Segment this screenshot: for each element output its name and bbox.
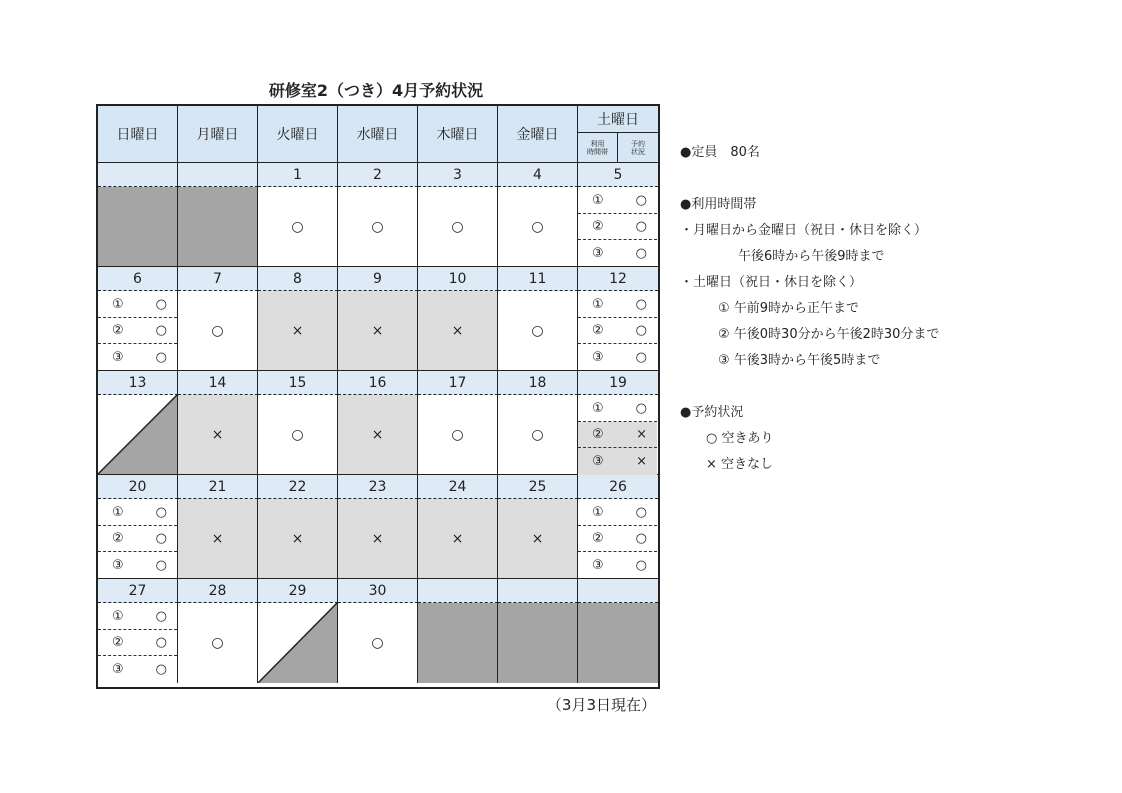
slot-status-mark: ○ <box>155 323 167 338</box>
header-monday: 月曜日 <box>178 106 258 163</box>
day-number <box>178 163 258 187</box>
day-number <box>418 579 498 603</box>
availability-mark: × <box>498 499 578 579</box>
availability-mark: × <box>418 291 498 371</box>
time-slot-row <box>98 552 177 579</box>
time-slot-row <box>578 422 657 448</box>
availability-mark: × <box>338 499 418 579</box>
slot-number: ① <box>592 192 604 208</box>
availability-mark: ○ <box>258 187 338 267</box>
header-thursday: 木曜日 <box>418 106 498 163</box>
slot-number: ③ <box>112 350 124 365</box>
day-number: 22 <box>258 475 338 499</box>
slot-status-mark: ○ <box>635 219 647 234</box>
day-number: 25 <box>498 475 578 499</box>
availability-mark: × <box>418 499 498 579</box>
time-slot-row <box>578 552 657 579</box>
time-slot-row <box>578 240 657 267</box>
time-slot-row <box>578 526 657 552</box>
slot-number: ① <box>112 504 124 520</box>
day-number: 26 <box>578 475 658 499</box>
day-number: 24 <box>418 475 498 499</box>
availability-mark: × <box>178 395 258 475</box>
slot-number: ① <box>592 296 604 312</box>
slot-status-mark: ○ <box>635 246 647 261</box>
time-slot-row <box>98 526 177 552</box>
day-number: 17 <box>418 371 498 395</box>
slot-number: ① <box>112 296 124 312</box>
slot-status-mark: × <box>636 454 647 469</box>
slot-cell-sat <box>578 499 658 579</box>
time-slot-row <box>578 395 657 422</box>
day-number <box>578 579 658 603</box>
header-friday: 金曜日 <box>498 106 578 163</box>
slot-status-mark: ○ <box>155 558 167 573</box>
slot-number: ③ <box>112 662 124 677</box>
info-panel <box>680 140 939 478</box>
day-number <box>498 579 578 603</box>
slot-status-mark: ○ <box>155 350 167 365</box>
slot-status-mark: ○ <box>635 296 647 312</box>
slot-status-mark: × <box>636 427 647 442</box>
hours-heading: ●利用時間帯 <box>680 197 757 212</box>
availability-mark: ○ <box>338 603 418 683</box>
slot-number: ③ <box>592 246 604 261</box>
day-number: 28 <box>178 579 258 603</box>
slot-number: ① <box>592 504 604 520</box>
availability-mark: × <box>178 499 258 579</box>
saturday-heading: ・土曜日（祝日・休日を除く） <box>680 275 863 290</box>
availability-mark: ○ <box>418 187 498 267</box>
slot-cell-sun <box>98 499 178 579</box>
header-tuesday: 火曜日 <box>258 106 338 163</box>
time-slot-row <box>98 499 177 526</box>
slot-number: ① <box>112 608 124 624</box>
day-number: 7 <box>178 267 258 291</box>
availability-mark: × <box>338 395 418 475</box>
closed-cell <box>418 603 498 683</box>
availability-mark: ○ <box>178 603 258 683</box>
slot-number: ② <box>112 531 124 546</box>
as-of-date-note: （3月3日現在） <box>546 696 656 714</box>
saturday-slot-3: ③ 午後3時から午後5時まで <box>718 353 881 368</box>
day-number: 1 <box>258 163 338 187</box>
time-slot-row <box>98 656 177 683</box>
weekday-heading: ・月曜日から金曜日（祝日・休日を除く） <box>680 223 928 238</box>
day-number: 9 <box>338 267 418 291</box>
closed-cell <box>498 603 578 683</box>
slot-status-mark: ○ <box>155 635 167 650</box>
calendar-grid <box>98 106 658 687</box>
availability-mark: ○ <box>498 395 578 475</box>
time-slot-row <box>98 291 177 318</box>
slot-cell-sat <box>578 291 658 371</box>
slot-cell-sun <box>98 603 178 683</box>
availability-mark: ○ <box>258 395 338 475</box>
slot-status-mark: ○ <box>155 504 167 520</box>
slot-cell-sat <box>578 395 658 475</box>
available-legend: ○ 空きあり <box>706 431 774 446</box>
full-legend: × 空きなし <box>706 457 774 472</box>
slot-number: ② <box>112 635 124 650</box>
slot-number: ③ <box>592 454 604 469</box>
day-number: 20 <box>98 475 178 499</box>
day-number <box>98 163 178 187</box>
slot-status-mark: ○ <box>635 531 647 546</box>
day-number: 14 <box>178 371 258 395</box>
time-slot-row <box>98 603 177 630</box>
slot-status-mark: ○ <box>155 296 167 312</box>
capacity-text: ●定員 80名 <box>680 145 760 160</box>
slot-number: ② <box>592 323 604 338</box>
day-number: 13 <box>98 371 178 395</box>
day-number: 11 <box>498 267 578 291</box>
availability-mark: × <box>258 499 338 579</box>
slot-status-mark: ○ <box>635 558 647 573</box>
time-slot-row <box>578 499 657 526</box>
time-slot-row <box>98 630 177 656</box>
availability-mark: ○ <box>178 291 258 371</box>
availability-mark: ○ <box>498 291 578 371</box>
day-number: 5 <box>578 163 658 187</box>
time-slot-row <box>578 187 657 214</box>
slot-status-mark: ○ <box>635 400 647 416</box>
day-number: 27 <box>98 579 178 603</box>
day-number: 16 <box>338 371 418 395</box>
slot-number: ① <box>592 400 604 416</box>
slot-status-mark: ○ <box>155 608 167 624</box>
day-number: 10 <box>418 267 498 291</box>
day-number: 18 <box>498 371 578 395</box>
availability-mark: × <box>258 291 338 371</box>
slot-number: ② <box>592 427 604 442</box>
closed-cell <box>178 187 258 267</box>
reservation-calendar <box>96 104 660 689</box>
day-number: 2 <box>338 163 418 187</box>
day-number: 6 <box>98 267 178 291</box>
day-number: 29 <box>258 579 338 603</box>
time-slot-row <box>578 214 657 240</box>
saturday-slot-1: ① 午前9時から正午まで <box>718 301 860 316</box>
time-slot-row <box>578 318 657 344</box>
time-slot-row <box>578 344 657 371</box>
availability-mark: ○ <box>418 395 498 475</box>
slot-number: ② <box>592 219 604 234</box>
status-heading: ●予約状況 <box>680 405 744 420</box>
holiday-cell <box>98 395 178 475</box>
day-number: 21 <box>178 475 258 499</box>
slot-number: ② <box>112 323 124 338</box>
saturday-slot-2: ② 午後0時30分から午後2時30分まで <box>718 327 940 342</box>
slot-status-mark: ○ <box>635 504 647 520</box>
slot-status-mark: ○ <box>155 531 167 546</box>
slot-cell-sun <box>98 291 178 371</box>
slot-status-mark: ○ <box>155 662 167 677</box>
holiday-cell <box>258 603 338 683</box>
header-saturday-time-slot: 利用 時間帯 <box>578 133 618 163</box>
slot-status-mark: ○ <box>635 350 647 365</box>
header-saturday: 土曜日 <box>578 106 658 133</box>
availability-mark: ○ <box>498 187 578 267</box>
day-number: 12 <box>578 267 658 291</box>
slot-status-mark: ○ <box>635 323 647 338</box>
closed-cell <box>578 603 658 683</box>
day-number: 8 <box>258 267 338 291</box>
time-slot-row <box>98 344 177 371</box>
day-number: 23 <box>338 475 418 499</box>
header-sunday: 日曜日 <box>98 106 178 163</box>
availability-mark: × <box>338 291 418 371</box>
day-number: 30 <box>338 579 418 603</box>
header-saturday-status: 予約 状況 <box>618 133 658 163</box>
closed-cell <box>98 187 178 267</box>
day-number: 3 <box>418 163 498 187</box>
page-title: 研修室2（つき）4月予約状況 <box>268 81 484 100</box>
slot-cell-sat <box>578 187 658 267</box>
slot-number: ③ <box>592 350 604 365</box>
slot-number: ② <box>592 531 604 546</box>
day-number: 4 <box>498 163 578 187</box>
slot-number: ③ <box>112 558 124 573</box>
day-number: 15 <box>258 371 338 395</box>
time-slot-row <box>578 448 657 475</box>
slot-number: ③ <box>592 558 604 573</box>
time-slot-row <box>578 291 657 318</box>
availability-mark: ○ <box>338 187 418 267</box>
time-slot-row <box>98 318 177 344</box>
day-number: 19 <box>578 371 658 395</box>
weekday-hours: 午後6時から午後9時まで <box>738 249 885 264</box>
slot-status-mark: ○ <box>635 192 647 208</box>
header-wednesday: 水曜日 <box>338 106 418 163</box>
